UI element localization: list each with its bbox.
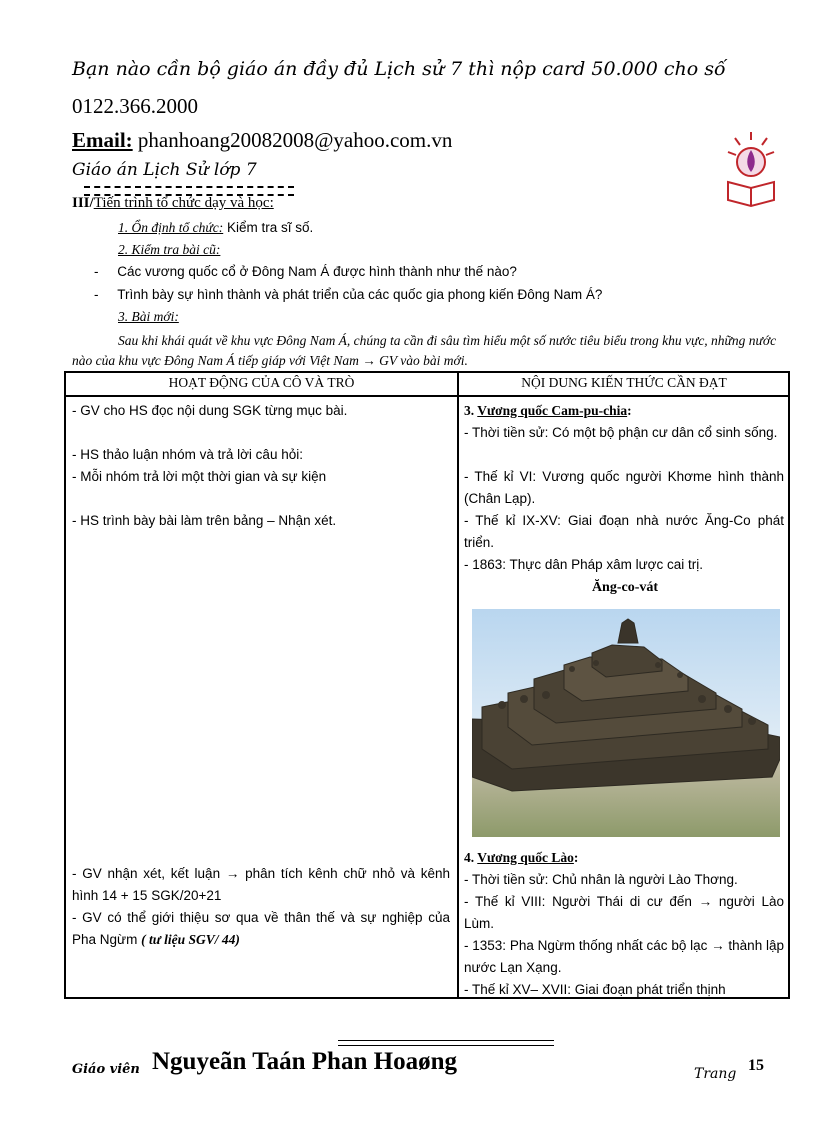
review-question-2-text: Trình bày sự hình thành và phát triển của các quốc gia phong kiến Đông Nam Á?: [117, 287, 603, 302]
step-1-text: Kiểm tra sĩ số.: [223, 220, 314, 235]
laos-point-3: - 1353: Pha Ngừm thống nhất các bộ lạc → thành lập nước Lạn Xạng.: [464, 938, 784, 975]
heading-cambodia-colon: :: [627, 403, 632, 418]
laos-point-1: - Thời tiền sử: Chủ nhân là người Lào Thơng.: [464, 872, 738, 887]
heading-cambodia-num: 3.: [464, 403, 475, 418]
laos-point-2: - Thế kỉ VIII: Người Thái di cư đến → người Lào Lùm.: [464, 894, 784, 931]
activity-4: - HS trình bày bài làm trên bảng – Nhận xét.: [72, 513, 337, 528]
heading-cambodia: [464, 400, 784, 422]
course-title: Giáo án Lịch Sử lớp 7: [72, 160, 257, 180]
cambodia-point-1: - Thời tiền sử: Có một bộ phận cư dân cổ sinh sống.: [464, 425, 778, 440]
heading-cambodia-title: Vương quốc Cam-pu-chia: [477, 403, 628, 418]
cambodia-point-4: - 1863: Thực dân Pháp xâm lược cai trị.: [464, 557, 704, 572]
activity-3: - Mỗi nhóm trả lời một thời gian và sự kiện: [72, 469, 327, 484]
angkor-photo: [472, 609, 780, 837]
step-2: [118, 242, 220, 258]
signature-rule: [338, 1040, 554, 1046]
phone-number: 0122.366.2000: [72, 94, 198, 118]
activity-2: - HS thảo luận nhóm và trả lời câu hỏi:: [72, 447, 303, 462]
laos-point-4: - Thế kỉ XV– XVII: Giai đoạn phát triển thịnh: [464, 982, 726, 997]
temple-image: [472, 609, 780, 837]
step-2-label: 2. Kiểm tra bài cũ:: [118, 242, 221, 257]
cambodia-point-3: - Thế kỉ IX-XV: Giai đoạn nhà nước Ăng-Co phát triển.: [464, 513, 784, 550]
review-question-2: - Trình bày sự hình thành và phát triển của các quốc gia phong kiến Đông Nam Á?: [94, 287, 603, 302]
activity-6: [72, 907, 450, 951]
cambodia-point-2: - Thế kỉ VI: Vương quốc người Khơme hình thành (Chân Lạp).: [464, 469, 784, 506]
header-rule: [66, 395, 788, 397]
activity-1: - GV cho HS đọc nội dung SGK từng mục bài.: [72, 403, 348, 418]
photo-caption: Ăng-co-vát: [591, 580, 659, 595]
activity-6-text: - GV có thể giới thiệu sơ qua về thân thế và sự nghiệp của Pha Ngừm: [72, 910, 450, 947]
column-divider: [457, 373, 459, 997]
logo-book: [728, 182, 774, 206]
lesson-intro: Sau khi khái quát về khu vực Đông Nam Á, chúng ta cần đi sâu tìm hiểu một số nước tiêu biểu trong khu vực, những nước nào của khu vực Đông Nam Á tiếp giáp với Việt Nam → GV vào bài mới.: [72, 333, 777, 368]
step-1-label: 1. Ổn định tổ chức:: [118, 220, 224, 235]
section-heading: [72, 195, 274, 212]
review-question-1-text: Các vương quốc cổ ở Đông Nam Á được hình thành như thế nào?: [117, 264, 517, 279]
step-1: [118, 220, 313, 236]
activity-5: - GV nhận xét, kết luận → phân tích kênh chữ nhỏ và kênh hình 14 + 15 SGK/20+21: [72, 866, 450, 903]
lesson-table: [64, 371, 790, 999]
school-logo: [722, 128, 780, 208]
heading-laos-title: Vương quốc Lào: [477, 850, 574, 865]
email-label: Email:: [72, 128, 133, 152]
section-prefix: III/: [72, 195, 94, 211]
page-number: 15: [748, 1057, 764, 1074]
teacher-label: Giáo viên: [72, 1062, 140, 1077]
review-question-1: - Các vương quốc cổ ở Đông Nam Á được hình thành như thế nào?: [94, 264, 517, 279]
email-address[interactable]: phanhoang20082008@yahoo.com.vn: [137, 128, 453, 152]
step-3-label: 3. Bài mới:: [118, 309, 179, 324]
step-3: [118, 309, 179, 325]
teacher-name: Nguyeãn Taán Phan Hoaøng: [152, 1048, 457, 1075]
page-label: Trang: [694, 1066, 737, 1082]
activity-6-ref: ( tư liệu SGV/ 44): [141, 932, 240, 947]
heading-laos: [464, 847, 784, 869]
promo-text: Bạn nào cần bộ giáo án đầy đủ Lịch sử 7 thì nộp card 50.000 cho số: [72, 58, 726, 80]
section-title: Tiến trình tổ chức dạy và học:: [93, 195, 274, 211]
heading-laos-num: 4.: [464, 850, 475, 865]
email-line: [72, 128, 452, 153]
header-right: NỘI DUNG KIẾN THỨC CẦN ĐẠT: [521, 375, 727, 390]
heading-laos-colon: :: [573, 850, 579, 865]
header-left: HOẠT ĐỘNG CỦA CÔ VÀ TRÒ: [168, 375, 355, 390]
